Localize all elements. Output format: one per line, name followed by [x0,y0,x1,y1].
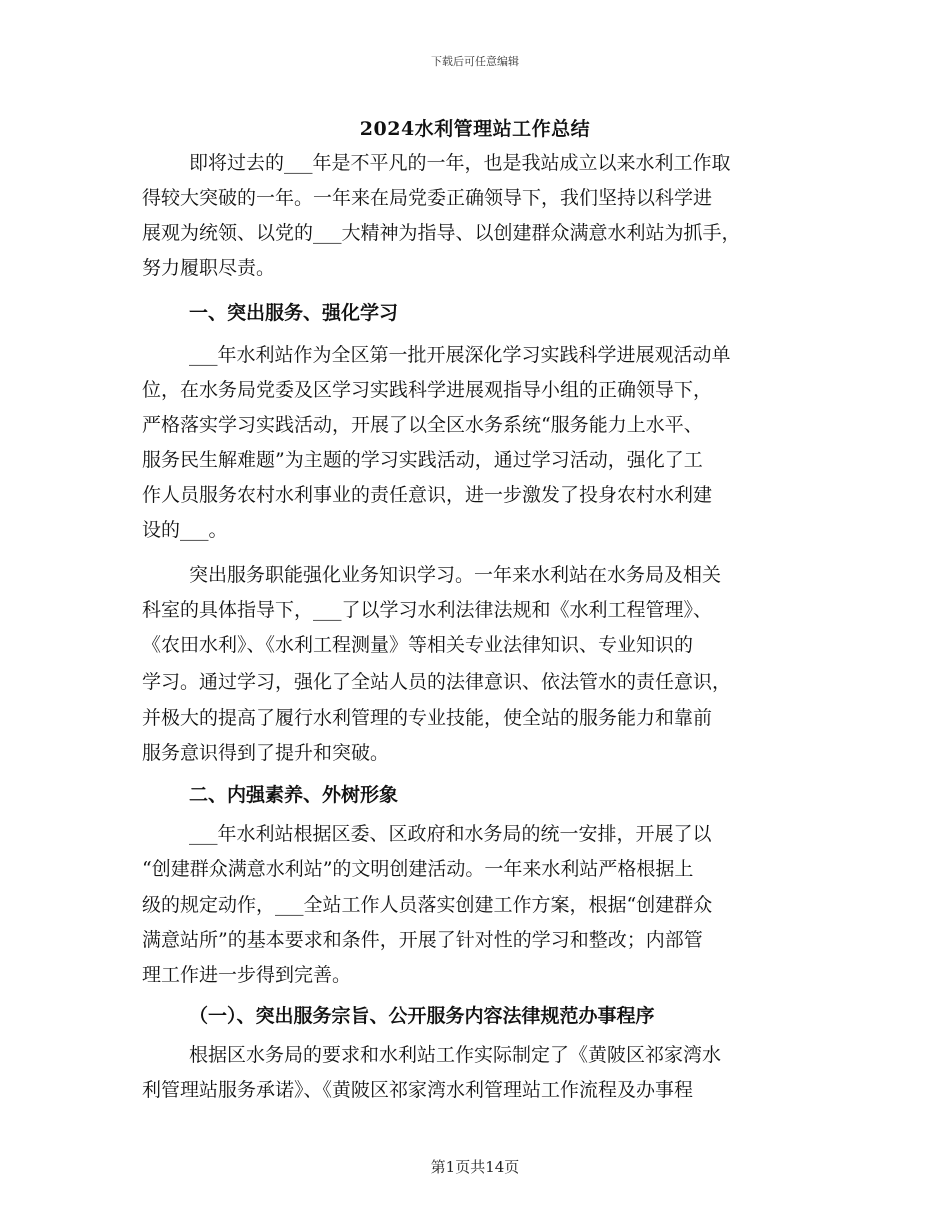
paragraph-line: 设的___。 [142,519,228,541]
page-footer: 第1页共14页 [430,1158,520,1176]
paragraph-line: 《农田水利》、《水利工程测量》等相关专业法律知识、专业知识的 [142,634,694,656]
header-note: 下载后可任意编辑 [431,55,519,68]
paragraph-line: 得较大突破的一年。一年来在局党委正确领导下，我们坚持以科学进 [142,187,713,209]
paragraph-line: 严格落实学习实践活动，开展了以全区水务系统“服务能力上水平、 [142,414,703,436]
paragraph-line: “创建群众满意水利站”的文明创建活动。一年来水利站严格根据上 [142,858,694,880]
paragraph-line: 服务民生解难题”为主题的学习实践活动，通过学习活动，强化了工 [142,449,703,471]
paragraph-line: 学习。通过学习，强化了全站人员的法律意识、依法管水的责任意识， [142,671,732,693]
document-title: 2024水利管理站工作总结 [359,118,591,140]
paragraph-line: 即将过去的___年是不平凡的一年，也是我站成立以来水利工作取 [189,152,731,174]
paragraph-line: 作人员服务农村水利事业的责任意识，进一步激发了投身农村水利建 [142,484,713,506]
paragraph-line: 级的规定动作，___全站工作人员落实创建工作方案，根据“创建群众 [142,894,713,916]
paragraph-line: 努力履职尽责。 [142,257,276,279]
paragraph-line: 位，在水务局党委及区学习实践科学进展观指导小组的正确领导下， [142,379,713,401]
paragraph-line: 服务意识得到了提升和突破。 [142,742,390,764]
paragraph-line: 理工作进一步得到完善。 [142,964,352,986]
paragraph-line: 并极大的提高了履行水利管理的专业技能，使全站的服务能力和靠前 [142,707,713,729]
paragraph-line: 展观为统领、以党的___大精神为指导、以创建群众满意水利站为抓手， [142,222,741,244]
paragraph-line: 科室的具体指导下，___了以学习水利法律法规和《水利工程管理》、 [142,599,713,621]
section-heading: 一、突出服务、强化学习 [189,302,399,324]
subsection-heading: （一）、突出服务宗旨、公开服务内容法律规范办事程序 [189,1005,655,1027]
paragraph-line: 利管理站服务承诺》、《黄陂区祁家湾水利管理站工作流程及办事程 [142,1079,694,1101]
paragraph-line: ___年水利站根据区委、区政府和水务局的统一安排，开展了以 [189,823,712,845]
section-heading: 二、内强素养、外树形象 [189,784,399,806]
paragraph-line: ___年水利站作为全区第一批开展深化学习实践科学进展观活动单 [189,344,731,366]
paragraph-line: 根据区水务局的要求和水利站工作实际制定了《黄陂区祁家湾水 [189,1044,722,1066]
paragraph-line: 突出服务职能强化业务知识学习。一年来水利站在水务局及相关 [189,564,722,586]
paragraph-line: 满意站所”的基本要求和条件，开展了针对性的学习和整改；内部管 [142,929,703,951]
